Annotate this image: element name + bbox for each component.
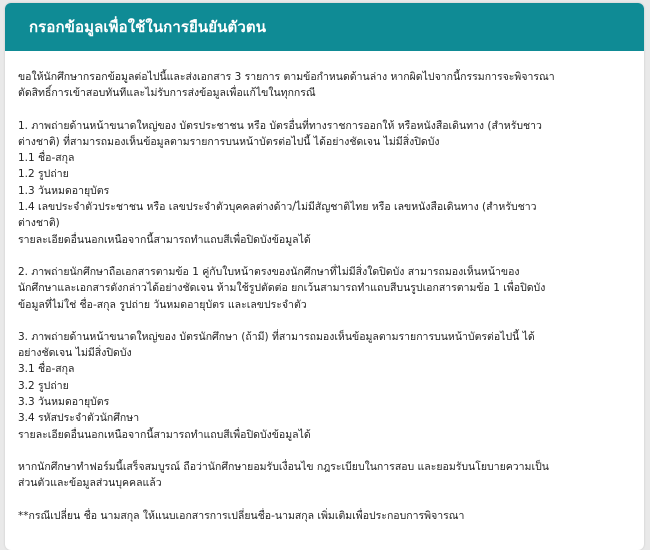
consent-text: หากนักศึกษาทำฟอร์มนี้เสร็จสมบูรณ์ ถือว่านักศึกษายอมรับเงื่อนไข กฎระเบียบในการสอบ และยอมรับนโยบายความเป็น	[18, 460, 549, 473]
instructions-body	[5, 51, 644, 524]
intro-line: ตัดสิทธิ์การเข้าสอบทันทีและไม่รับการส่งข้อมูลเพื่อแก้ไขในทุกกรณี	[18, 87, 316, 100]
requirement-1	[18, 118, 624, 248]
requirement-3-text: อย่างชัดเจน ไม่มีสิ่งปิดบัง	[18, 347, 132, 360]
requirement-1-text: 1. ภาพถ่ายด้านหน้าขนาดใหญ่ของ บัตรประชาชน หรือ บัตรอื่นที่ทางราชการออกให้ หรือหนังสือเดินทาง (สำหรับชาว	[18, 119, 542, 132]
requirement-3-subitem: 3.4 รหัสประจำตัวนักศึกษา	[18, 412, 140, 425]
intro-paragraph	[18, 69, 624, 102]
footnote-text: **กรณีเปลี่ยน ชื่อ นามสกุล ให้แนบเอกสารการเปลี่ยนชื่อ-นามสกุล เพิ่มเติมเพื่อประกอบการพิจารณา	[18, 509, 465, 522]
requirement-3-text: 3. ภาพถ่ายด้านหน้าขนาดใหญ่ของ บัตรนักศึกษา (ถ้ามี) ที่สามารถมองเห็นข้อมูลตามรายการบนหน้าบัตรต่อไปนี้ ได้	[18, 330, 535, 343]
requirement-1-note: รายละเอียดอื่นนอกเหนือจากนี้สามารถทำแถบสีเพื่อปิดบังข้อมูลได้	[18, 233, 311, 246]
consent-paragraph	[18, 459, 624, 492]
footnote-paragraph	[18, 508, 624, 524]
requirement-1-subitem: 1.2 รูปถ่าย	[18, 168, 69, 181]
requirement-2-text: 2. ภาพถ่ายนักศึกษาถือเอกสารตามข้อ 1 คู่กับใบหน้าตรงของนักศึกษาที่ไม่มีสิ่งใดปิดบัง สามารถมองเห็นหน้าของ	[18, 265, 520, 278]
requirement-2-text: นักศึกษาและเอกสารดังกล่าวได้อย่างชัดเจน ห้ามใช้รูปตัดต่อ ยกเว้นสามารถทำแถบสีบนรูปเอกสารตามข้อ 1 เพื่อปิดบัง	[18, 282, 546, 295]
requirement-1-subitem: ต่างชาติ)	[18, 217, 60, 230]
intro-line: ขอให้นักศึกษากรอกข้อมูลต่อไปนี้และส่งเอกสาร 3 รายการ ตามข้อกำหนดด้านล่าง หากผิดไปจากนี้กรรมการจะพิจารณา	[18, 71, 555, 83]
requirement-1-subitem: 1.4 เลขประจำตัวประชาชน หรือ เลขประจำตัวบุคคลต่างด้าว/ไม่มีสัญชาติไทย หรือ เลขหนังสือเดินทาง (สำหรับชาว	[18, 201, 537, 214]
requirement-1-subitem: 1.1 ชื่อ-สกุล	[18, 152, 75, 165]
card-title: กรอกข้อมูลเพื่อใช้ในการยืนยันตัวตน	[29, 18, 267, 36]
requirement-2-text: ข้อมูลที่ไม่ใช่ ชื่อ-สกุล รูปถ่าย วันหมดอายุบัตร และเลขประจำตัว	[18, 298, 307, 311]
requirement-3-subitem: 3.3 วันหมดอายุบัตร	[18, 396, 110, 409]
consent-text: ส่วนตัวและข้อมูลส่วนบุคคลแล้ว	[18, 477, 162, 490]
requirement-1-subitem: 1.3 วันหมดอายุบัตร	[18, 184, 110, 197]
requirement-3-note: รายละเอียดอื่นนอกเหนือจากนี้สามารถทำแถบสีเพื่อปิดบังข้อมูลได้	[18, 428, 311, 441]
requirement-3-subitem: 3.2 รูปถ่าย	[18, 379, 69, 392]
requirement-3	[18, 329, 624, 443]
card-header	[5, 3, 644, 51]
requirement-2	[18, 264, 624, 313]
identity-verification-card	[5, 3, 644, 550]
requirement-1-text: ต่างชาติ) ที่สามารถมองเห็นข้อมูลตามรายการบนหน้าบัตรต่อไปนี้ ได้อย่างชัดเจน ไม่มีสิ่งปิดบัง	[18, 135, 440, 148]
requirement-3-subitem: 3.1 ชื่อ-สกุล	[18, 363, 75, 376]
